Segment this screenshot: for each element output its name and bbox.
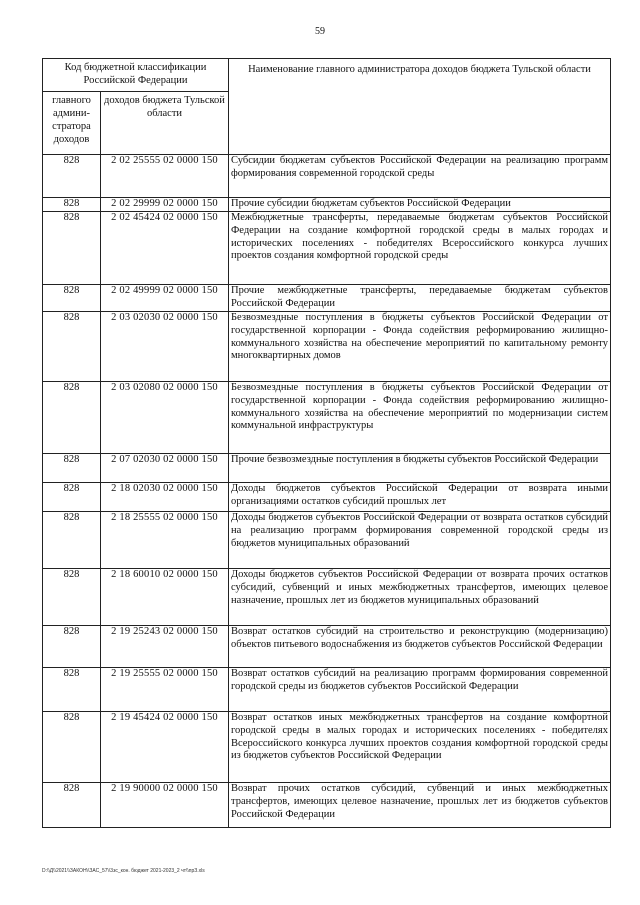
income-name-cell: Субсидии бюджетам субъектов Российской Федерации на реализацию программ формирования современной городской среды bbox=[229, 155, 611, 198]
admin-code-cell: 828 bbox=[43, 626, 101, 668]
admin-code-cell: 828 bbox=[43, 382, 101, 454]
income-name-cell: Межбюджетные трансферты, передаваемые бюджетам субъектов Российской Федерации на создание комфортной городской среды в малых городах и исторических поселениях - победителях Всероссийского конкурса лучших проектов создания комфортной городской среды bbox=[229, 212, 611, 285]
admin-code-cell: 828 bbox=[43, 155, 101, 198]
file-path-footer: D:\\Д\\2021\\ЗАКОН\\ЗАС_57\\3зс_кон. бюджет 2021-2023_2 чт\\прЗ.xls bbox=[42, 868, 205, 874]
income-code-cell: 2 19 25243 02 0000 150 bbox=[101, 626, 229, 668]
admin-code-cell: 828 bbox=[43, 454, 101, 483]
income-name-cell: Прочие субсидии бюджетам субъектов Российской Федерации bbox=[229, 198, 611, 212]
table-row bbox=[43, 569, 611, 626]
income-name-cell: Безвозмездные поступления в бюджеты субъектов Российской Федерации от государственной корпорации - Фонда содействия реформированию жилищно-коммунального хозяйства на обеспечение мероприятий по капитальному ремонту многоквартирных домов bbox=[229, 312, 611, 382]
income-name-cell: Прочие межбюджетные трансферты, передаваемые бюджетам субъектов Российской Федерации bbox=[229, 285, 611, 312]
admin-code-cell: 828 bbox=[43, 668, 101, 712]
income-code-cell: 2 03 02080 02 0000 150 bbox=[101, 382, 229, 454]
table-row bbox=[43, 626, 611, 668]
income-code-cell: 2 19 45424 02 0000 150 bbox=[101, 712, 229, 783]
income-name-cell: Доходы бюджетов субъектов Российской Федерации от возврата остатков субсидий на реализацию программ формирования современной городской среды из бюджетов муниципальных образований bbox=[229, 512, 611, 569]
table-row bbox=[43, 285, 611, 312]
income-name-cell: Прочие безвозмездные поступления в бюджеты субъектов Российской Федерации bbox=[229, 454, 611, 483]
income-name-cell: Доходы бюджетов субъектов Российской Федерации от возврата иными организациями остатков субсидий прошлых лет bbox=[229, 483, 611, 512]
table-row bbox=[43, 312, 611, 382]
income-classification-table bbox=[42, 58, 611, 828]
table-row bbox=[43, 155, 611, 198]
admin-column-header: главного админи-стратора доходов bbox=[43, 92, 101, 155]
table-row bbox=[43, 783, 611, 828]
income-code-cell: 2 02 25555 02 0000 150 bbox=[101, 155, 229, 198]
admin-code-cell: 828 bbox=[43, 512, 101, 569]
admin-code-cell: 828 bbox=[43, 783, 101, 828]
admin-code-cell: 828 bbox=[43, 712, 101, 783]
table-row bbox=[43, 382, 611, 454]
income-name-cell: Возврат прочих остатков субсидий, субвенций и иных межбюджетных трансфертов, имеющих целевое назначение, прошлых лет из бюджетов субъектов Российской Федерации bbox=[229, 783, 611, 828]
table-row bbox=[43, 483, 611, 512]
income-code-cell: 2 18 60010 02 0000 150 bbox=[101, 569, 229, 626]
income-code-cell: 2 02 49999 02 0000 150 bbox=[101, 285, 229, 312]
admin-code-cell: 828 bbox=[43, 483, 101, 512]
income-name-cell: Доходы бюджетов субъектов Российской Федерации от возврата прочих остатков субсидий, субвенций и иных межбюджетных трансфертов, имеющих целевое назначение, прошлых лет из бюджетов муниципальных образований bbox=[229, 569, 611, 626]
income-code-cell: 2 02 45424 02 0000 150 bbox=[101, 212, 229, 285]
admin-code-cell: 828 bbox=[43, 198, 101, 212]
income-name-cell: Возврат остатков субсидий на реализацию программ формирования современной городской среды из бюджетов субъектов Российской Федерации bbox=[229, 668, 611, 712]
admin-code-cell: 828 bbox=[43, 569, 101, 626]
income-name-cell: Безвозмездные поступления в бюджеты субъектов Российской Федерации от государственной корпорации - Фонда содействия реформированию жилищно-коммунального хозяйства на обеспечение мероприятий по модернизации систем коммунальной инфраструктуры bbox=[229, 382, 611, 454]
table-row bbox=[43, 198, 611, 212]
table-row bbox=[43, 668, 611, 712]
table-row bbox=[43, 212, 611, 285]
income-code-cell: 2 02 29999 02 0000 150 bbox=[101, 198, 229, 212]
admin-code-cell: 828 bbox=[43, 212, 101, 285]
income-code-cell: 2 18 25555 02 0000 150 bbox=[101, 512, 229, 569]
code-group-header: Код бюджетной классификации Российской Федерации bbox=[43, 59, 229, 92]
table-row bbox=[43, 712, 611, 783]
income-code-cell: 2 18 02030 02 0000 150 bbox=[101, 483, 229, 512]
header-row-top bbox=[43, 59, 611, 92]
income-code-cell: 2 07 02030 02 0000 150 bbox=[101, 454, 229, 483]
income-column-header: доходов бюджета Тульской области bbox=[101, 92, 229, 155]
admin-code-cell: 828 bbox=[43, 312, 101, 382]
admin-code-cell: 828 bbox=[43, 285, 101, 312]
income-code-cell: 2 19 90000 02 0000 150 bbox=[101, 783, 229, 828]
income-code-cell: 2 03 02030 02 0000 150 bbox=[101, 312, 229, 382]
table-row bbox=[43, 454, 611, 483]
income-name-cell: Возврат остатков иных межбюджетных трансфертов на создание комфортной городской среды в малых городах и исторических поселениях - победителях Всероссийского конкурса лучших проектов создания комфортной городской среды из бюджетов субъектов Российской Федерации bbox=[229, 712, 611, 783]
page-number: 59 bbox=[315, 26, 325, 37]
income-code-cell: 2 19 25555 02 0000 150 bbox=[101, 668, 229, 712]
income-name-cell: Возврат остатков субсидий на строительство и реконструкцию (модернизацию) объектов питьевого водоснабжения из бюджетов субъектов Российской Федерации bbox=[229, 626, 611, 668]
name-column-header: Наименование главного администратора доходов бюджета Тульской области bbox=[229, 59, 611, 155]
table-row bbox=[43, 512, 611, 569]
